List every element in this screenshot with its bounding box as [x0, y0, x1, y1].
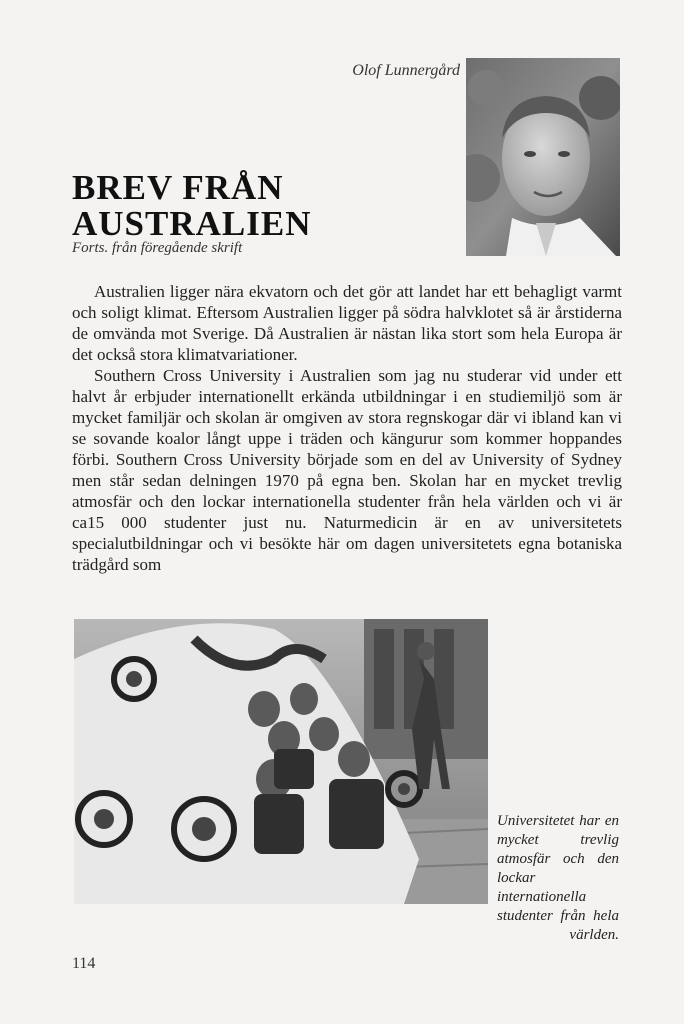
author-name: Olof Lunnergård [352, 62, 460, 79]
article-body [72, 281, 622, 575]
body-paragraph: Southern Cross University i Australien som jag nu studerar vid under ett halvt år erbjuder internationellt erkända utbildningar i en studiemiljö som är mycket familjär och skolan är omgiven av stora regnskogar där vi ibland kan vi se sovande koalor långt uppe i träden och kängurur som kommer hoppandes förbi. Southern Cross University började som en del av University of Sydney men står sedan delningen 1970 på egna ben. Skolan har en mycket trevlig atmosfär och den lockar internationella studenter från hela världen och vi är ca15 000 studenter just nu. Naturmedicin är en av universitetets specialutbildningar och vi besökte här om dagen universitetets egna botaniska trädgård som [72, 366, 622, 574]
article-title-line2: AUSTRALIEN [72, 204, 312, 243]
article-title [72, 170, 312, 242]
author-portrait-photo [466, 58, 620, 256]
article-subtitle: Forts. från föregående skrift [72, 240, 243, 256]
photo-caption: Universitetet har en mycket trevlig atmosfär och den lockar internationella studenter från hela världen. [497, 813, 619, 943]
article-title-line1: BREV FRÅN [72, 168, 284, 207]
body-paragraph: Australien ligger nära ekvatorn och det gör att landet har ett behagligt varmt och soligt klimat. Eftersom Australien ligger på södra halvklotet så är årstiderna de omvända mot Sverige. Då Australien är nästan lika stort som hela Europa är det också stora klimatvariationer. [72, 282, 622, 364]
page-number: 114 [72, 955, 96, 972]
students-tent-photo [74, 619, 488, 904]
